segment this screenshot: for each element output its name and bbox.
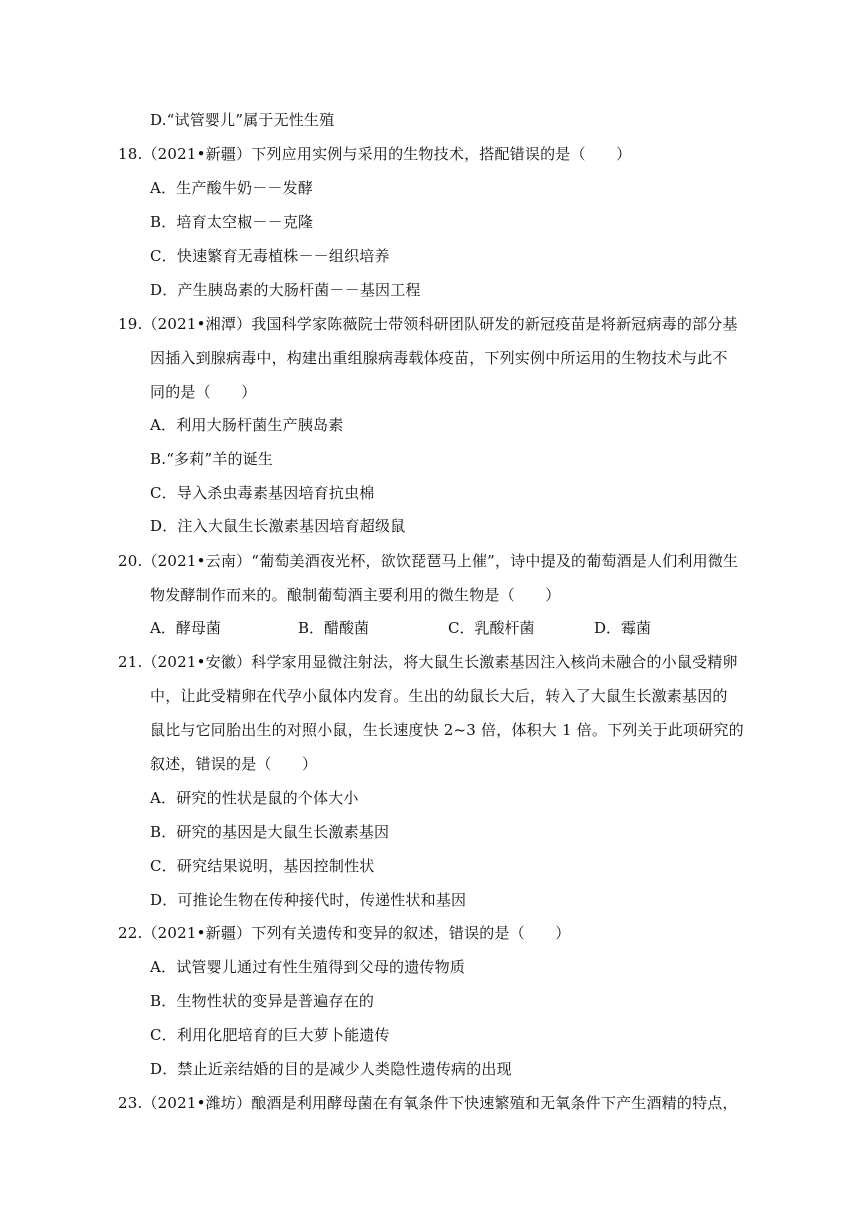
question-21-stem-continued: 叙述，错误的是（ ）	[150, 755, 318, 773]
q18-option-b: B．培育太空椒－－克隆	[150, 213, 314, 231]
question-19-stem: 19.（2021•湘潭）我国科学家陈薇院士带领科研团队研发的新冠疫苗是将新冠病毒的部分基	[118, 315, 738, 333]
q22-option-a: A．试管婴儿通过有性生殖得到父母的遗传物质	[150, 958, 466, 976]
q20-option-d: D．霉菌	[594, 619, 652, 637]
question-21-stem-continued: 中，让此受精卵在代孕小鼠体内发育。生出的幼鼠长大后，转入了大鼠生长激素基因的	[150, 687, 728, 705]
q22-option-c: C．利用化肥培育的巨大萝卜能遗传	[150, 1026, 390, 1044]
q21-option-c: C．研究结果说明，基因控制性状	[150, 857, 375, 875]
q19-option-b: B.“多莉”羊的诞生	[150, 450, 274, 468]
q20-option-a: A．酵母菌	[150, 619, 221, 637]
question-18-stem: 18.（2021•新疆）下列应用实例与采用的生物技术，搭配错误的是（ ）	[118, 145, 632, 163]
question-20-stem-continued: 物发酵制作而来的。酿制葡萄酒主要利用的微生物是（ ）	[150, 586, 561, 604]
question-20-stem: 20.（2021•云南）“葡萄美酒夜光杯，欲饮琵琶马上催”，诗中提及的葡萄酒是人们利用微生	[118, 552, 739, 570]
q19-option-a: A．利用大肠杆菌生产胰岛素	[150, 416, 344, 434]
question-21-stem-continued: 鼠比与它同胎出生的对照小鼠，生长速度快 2~3 倍，体积大 1 倍。下列关于此项研究的	[150, 721, 744, 739]
question-21-stem: 21.（2021•安徽）科学家用显微注射法，将大鼠生长激素基因注入核尚未融合的小鼠受精卵	[118, 653, 738, 671]
q21-option-a: A．研究的性状是鼠的个体大小	[150, 789, 359, 807]
q22-option-b: B．生物性状的变异是普遍存在的	[150, 992, 375, 1010]
q22-option-d: D．禁止近亲结婚的目的是减少人类隐性遗传病的出现	[150, 1060, 512, 1078]
q18-option-d: D．产生胰岛素的大肠杆菌－－基因工程	[150, 281, 421, 299]
question-19-stem-continued: 同的是（ ）	[150, 383, 257, 401]
q19-option-d: D．注入大鼠生长激素基因培育超级鼠	[150, 517, 406, 535]
q20-option-b: B．醋酸菌	[298, 619, 370, 637]
q20-option-c: C．乳酸杆菌	[448, 619, 535, 637]
question-23-stem: 23.（2021•潍坊）酿酒是利用酵母菌在有氧条件下快速繁殖和无氧条件下产生酒精的特点，	[118, 1094, 738, 1112]
q18-option-c: C．快速繁育无毒植株－－组织培养	[150, 247, 390, 265]
q18-option-a: A．生产酸牛奶－－发酵	[150, 179, 314, 197]
q19-option-c: C．导入杀虫毒素基因培育抗虫棉	[150, 484, 375, 502]
question-19-stem-continued: 因插入到腺病毒中，构建出重组腺病毒载体疫苗，下列实例中所运用的生物技术与此不	[150, 349, 728, 367]
q21-option-b: B．研究的基因是大鼠生长激素基因	[150, 823, 390, 841]
question-22-stem: 22.（2021•新疆）下列有关遗传和变异的叙述，错误的是（ ）	[118, 924, 571, 942]
q21-option-d: D．可推论生物在传种接代时，传递性状和基因	[150, 891, 467, 909]
q17-option-d: D.“试管婴儿”属于无性生殖	[150, 111, 335, 129]
